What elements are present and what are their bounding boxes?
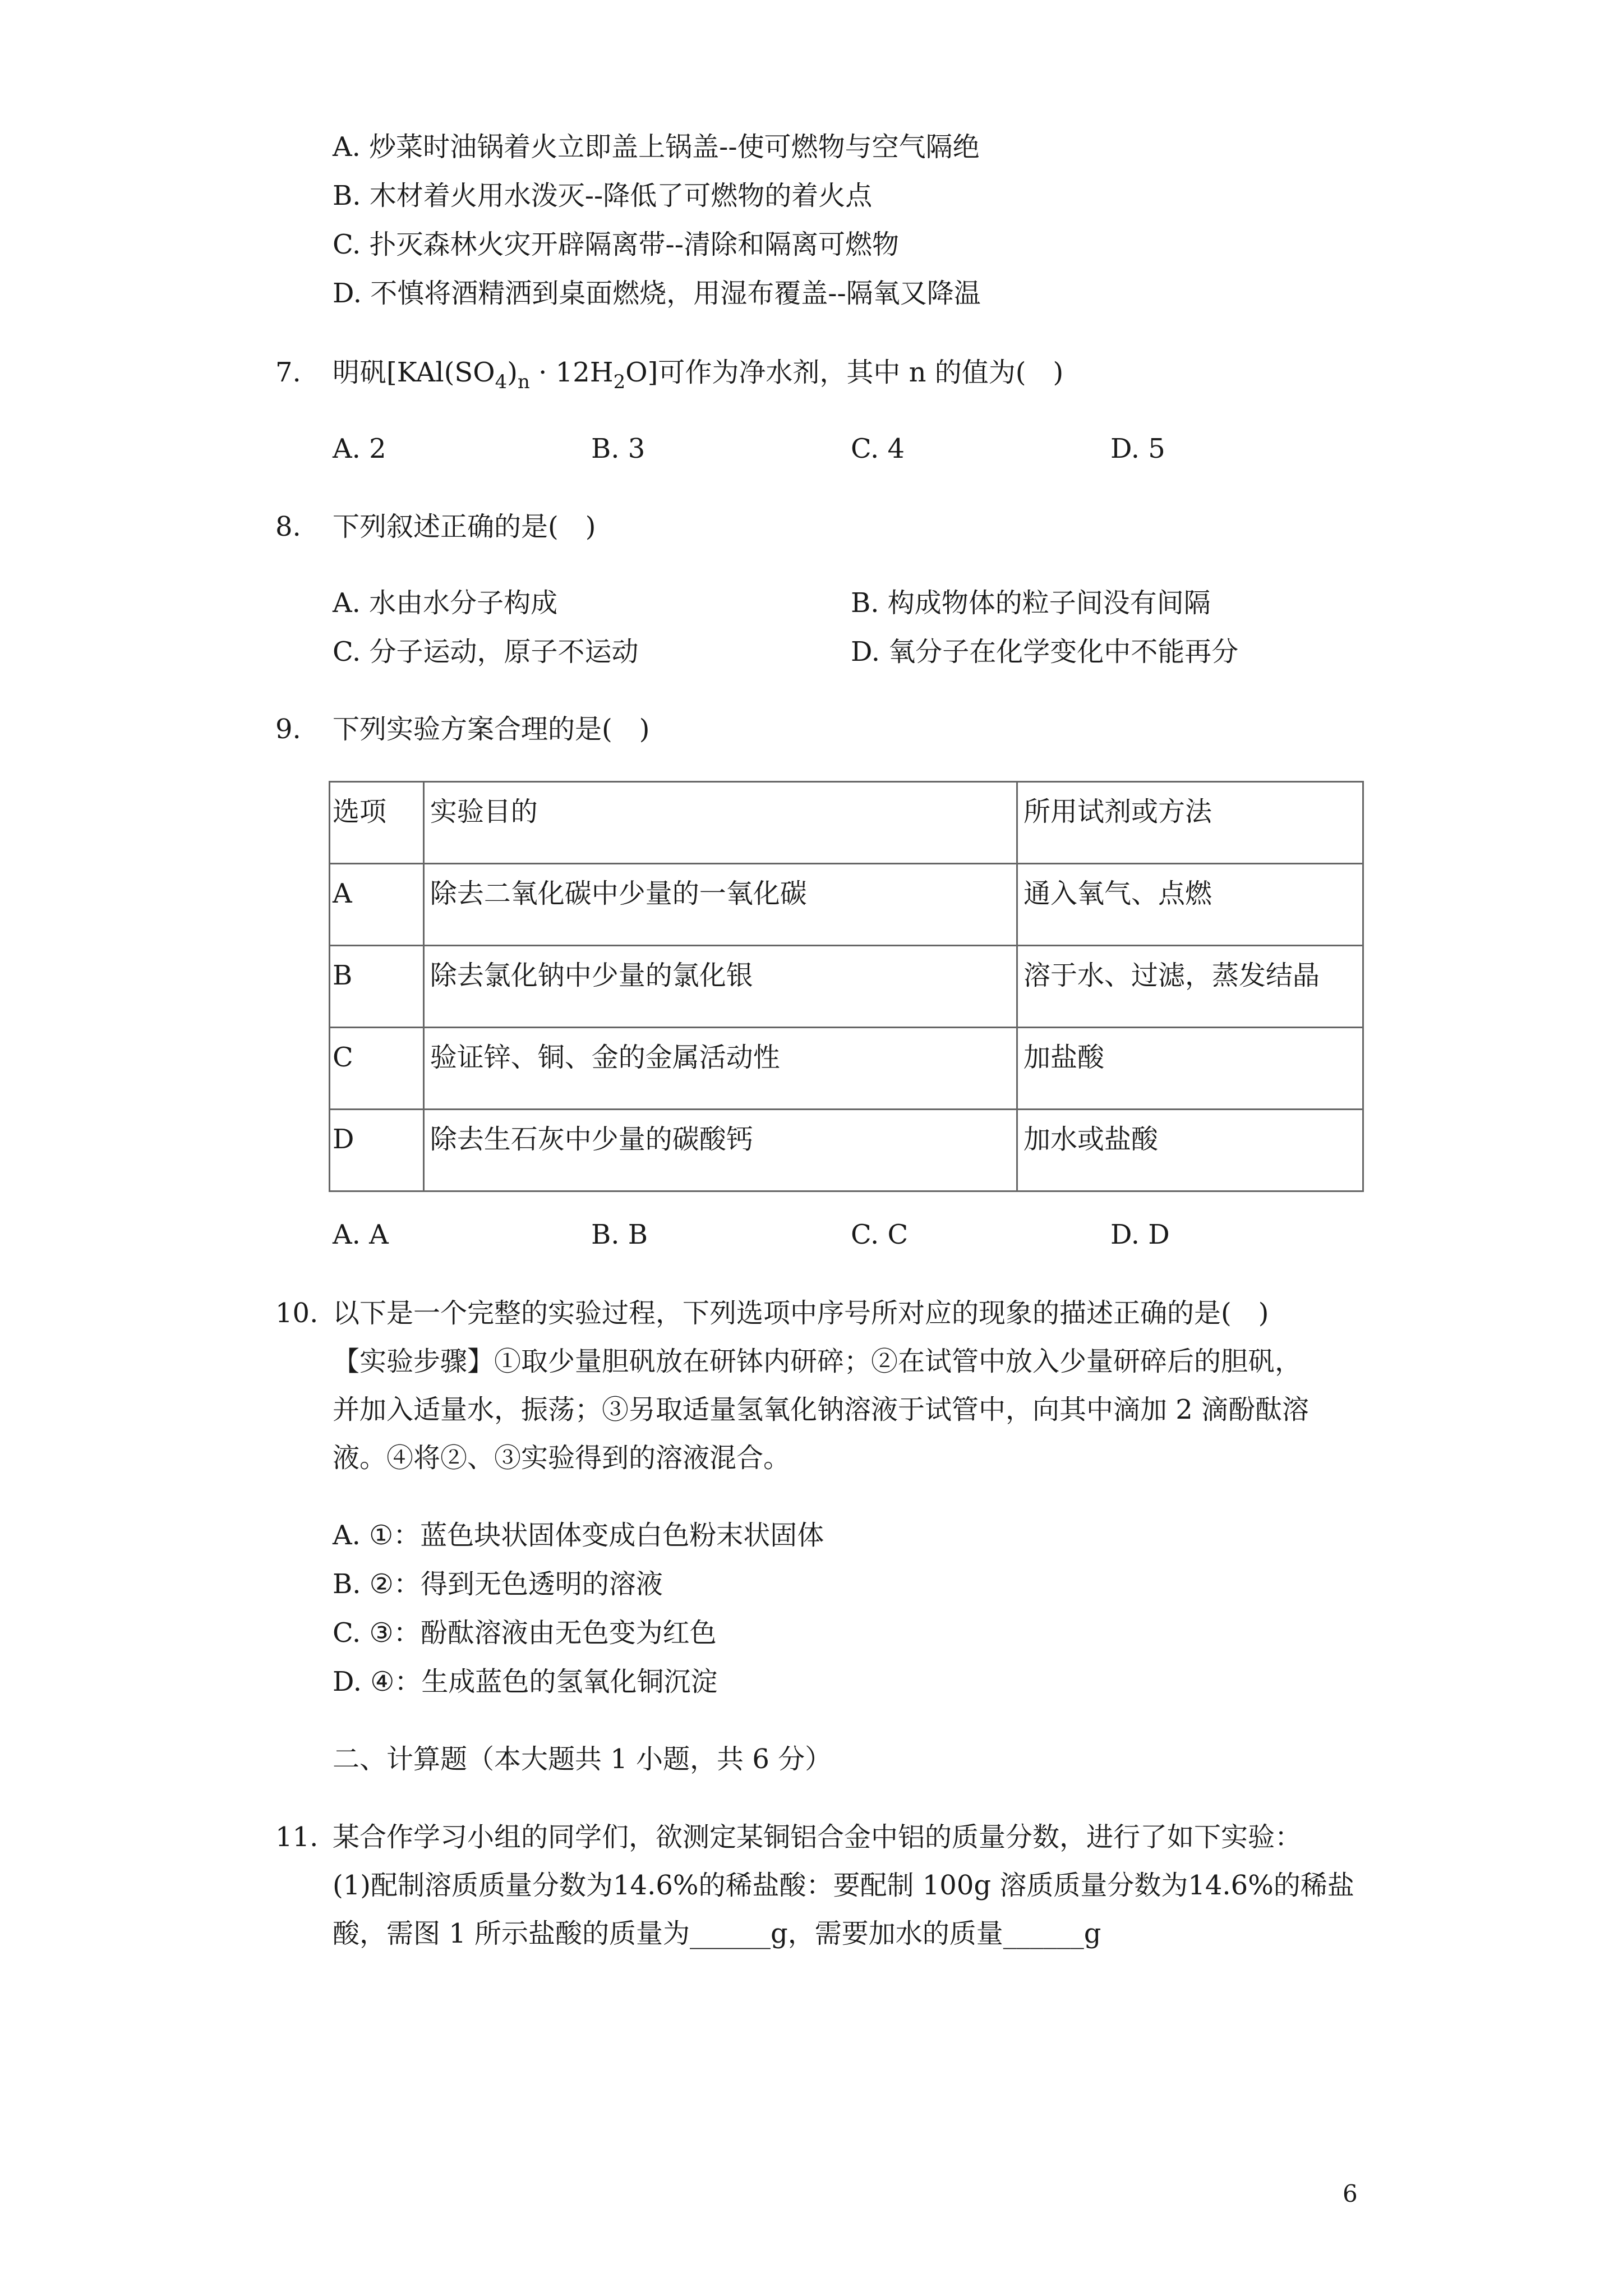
q8-number: 8. xyxy=(275,511,301,542)
table-header-cell: 实验目的 xyxy=(423,782,1017,864)
q10-stem-line: 【实验步骤】①取少量胆矾放在研钵内研碎；②在试管中放入少量研碎后的胆矾， xyxy=(333,1346,1302,1377)
table-cell: B xyxy=(330,946,424,1028)
q8-option-c: C. 分子运动，原子不运动 xyxy=(333,636,639,668)
q7-option-d: D. 5 xyxy=(1110,433,1165,464)
q8-option-a: A. 水由水分子构成 xyxy=(333,587,558,619)
q10-option-c: C. ③：酚酞溶液由无色变为红色 xyxy=(333,1617,717,1649)
table-header-cell: 选项 xyxy=(330,782,424,864)
q6-option-c: C. 扑灭森林火灾开辟隔离带--清除和隔离可燃物 xyxy=(333,229,899,260)
table-cell: C xyxy=(330,1028,424,1110)
q7-subscript: n xyxy=(518,371,530,393)
q7-subscript: 4 xyxy=(495,371,508,393)
q11-stem-line: 某合作学习小组的同学们，欲测定某铜铝合金中铝的质量分数，进行了如下实验： xyxy=(333,1821,1302,1853)
q6-option-a: A. 炒菜时油锅着火立即盖上锅盖--使可燃物与空气隔绝 xyxy=(333,131,980,163)
q8-option-d: D. 氧分子在化学变化中不能再分 xyxy=(851,636,1239,668)
experiment-table xyxy=(329,781,1364,1192)
table-cell: 溶于水、过滤，蒸发结晶 xyxy=(1017,946,1363,1028)
q10-option-a: A. ①：蓝色块状固体变成白色粉末状固体 xyxy=(333,1520,824,1551)
q9-option-b: B. B xyxy=(591,1219,648,1250)
q7-option-a: A. 2 xyxy=(333,433,386,464)
table-header-cell: 所用试剂或方法 xyxy=(1017,782,1363,864)
table-cell: 加盐酸 xyxy=(1017,1028,1363,1110)
q7-stem xyxy=(333,357,1064,393)
table-row xyxy=(330,864,1363,946)
table-row xyxy=(330,1028,1363,1110)
q7-stem-part: 明矾[KAl(SO xyxy=(333,357,495,388)
table-row xyxy=(330,1110,1363,1191)
q9-option-a: A. A xyxy=(333,1219,389,1250)
q9-stem: 下列实验方案合理的是( ) xyxy=(333,714,650,745)
q7-subscript: 2 xyxy=(613,371,626,393)
table-cell: 除去氯化钠中少量的氯化银 xyxy=(423,946,1017,1028)
q9-option-d: D. D xyxy=(1110,1219,1170,1250)
table-row xyxy=(330,946,1363,1028)
q11-stem-line: (1)配制溶质质量分数为14.6%的稀盐酸：要配制 100g 溶质质量分数为14.6%的稀盐 xyxy=(333,1870,1354,1901)
q7-stem-part: O]可作为净水剂，其中 n 的值为( ) xyxy=(625,357,1064,388)
table-header-row xyxy=(330,782,1363,864)
q9-option-c: C. C xyxy=(851,1219,909,1250)
table-cell: 除去二氧化碳中少量的一氧化碳 xyxy=(423,864,1017,946)
table-cell: 验证锌、铜、金的金属活动性 xyxy=(423,1028,1017,1110)
table-cell: 通入氧气、点燃 xyxy=(1017,864,1363,946)
q7-number: 7. xyxy=(275,357,301,388)
q7-stem-part: ) xyxy=(507,357,518,388)
q10-number: 10. xyxy=(275,1297,319,1329)
q7-stem-part: · 12H xyxy=(529,357,614,388)
q10-stem-line: 液。④将②、③实验得到的溶液混合。 xyxy=(333,1442,791,1474)
q6-option-d: D. 不慎将酒精洒到桌面燃烧，用湿布覆盖--隔氧又降温 xyxy=(333,278,981,309)
q10-option-b: B. ②：得到无色透明的溶液 xyxy=(333,1568,663,1600)
table-cell: D xyxy=(330,1110,424,1191)
q10-stem-line: 以下是一个完整的实验过程，下列选项中序号所对应的现象的描述正确的是( ) xyxy=(333,1297,1269,1329)
q8-option-b: B. 构成物体的粒子间没有间隔 xyxy=(851,587,1211,619)
q6-option-b: B. 木材着火用水泼灭--降低了可燃物的着火点 xyxy=(333,180,873,211)
q11-stem-line: 酸，需图 1 所示盐酸的质量为______g，需要加水的质量______g xyxy=(333,1918,1101,1949)
q10-stem-line: 并加入适量水，振荡；③另取适量氢氧化钠溶液于试管中，向其中滴加 2 滴酚酞溶 xyxy=(333,1394,1310,1425)
page-number: 6 xyxy=(1343,2180,1358,2207)
q11-number: 11. xyxy=(275,1821,319,1853)
q7-option-b: B. 3 xyxy=(591,433,645,464)
q8-stem: 下列叙述正确的是( ) xyxy=(333,511,596,542)
q7-option-c: C. 4 xyxy=(851,433,905,464)
table-cell: A xyxy=(330,864,424,946)
table-cell: 加水或盐酸 xyxy=(1017,1110,1363,1191)
q9-number: 9. xyxy=(275,714,301,745)
table-cell: 除去生石灰中少量的碳酸钙 xyxy=(423,1110,1017,1191)
section-heading: 二、计算题（本大题共 1 小题，共 6 分） xyxy=(333,1743,832,1775)
q10-option-d: D. ④：生成蓝色的氢氧化铜沉淀 xyxy=(333,1666,718,1697)
